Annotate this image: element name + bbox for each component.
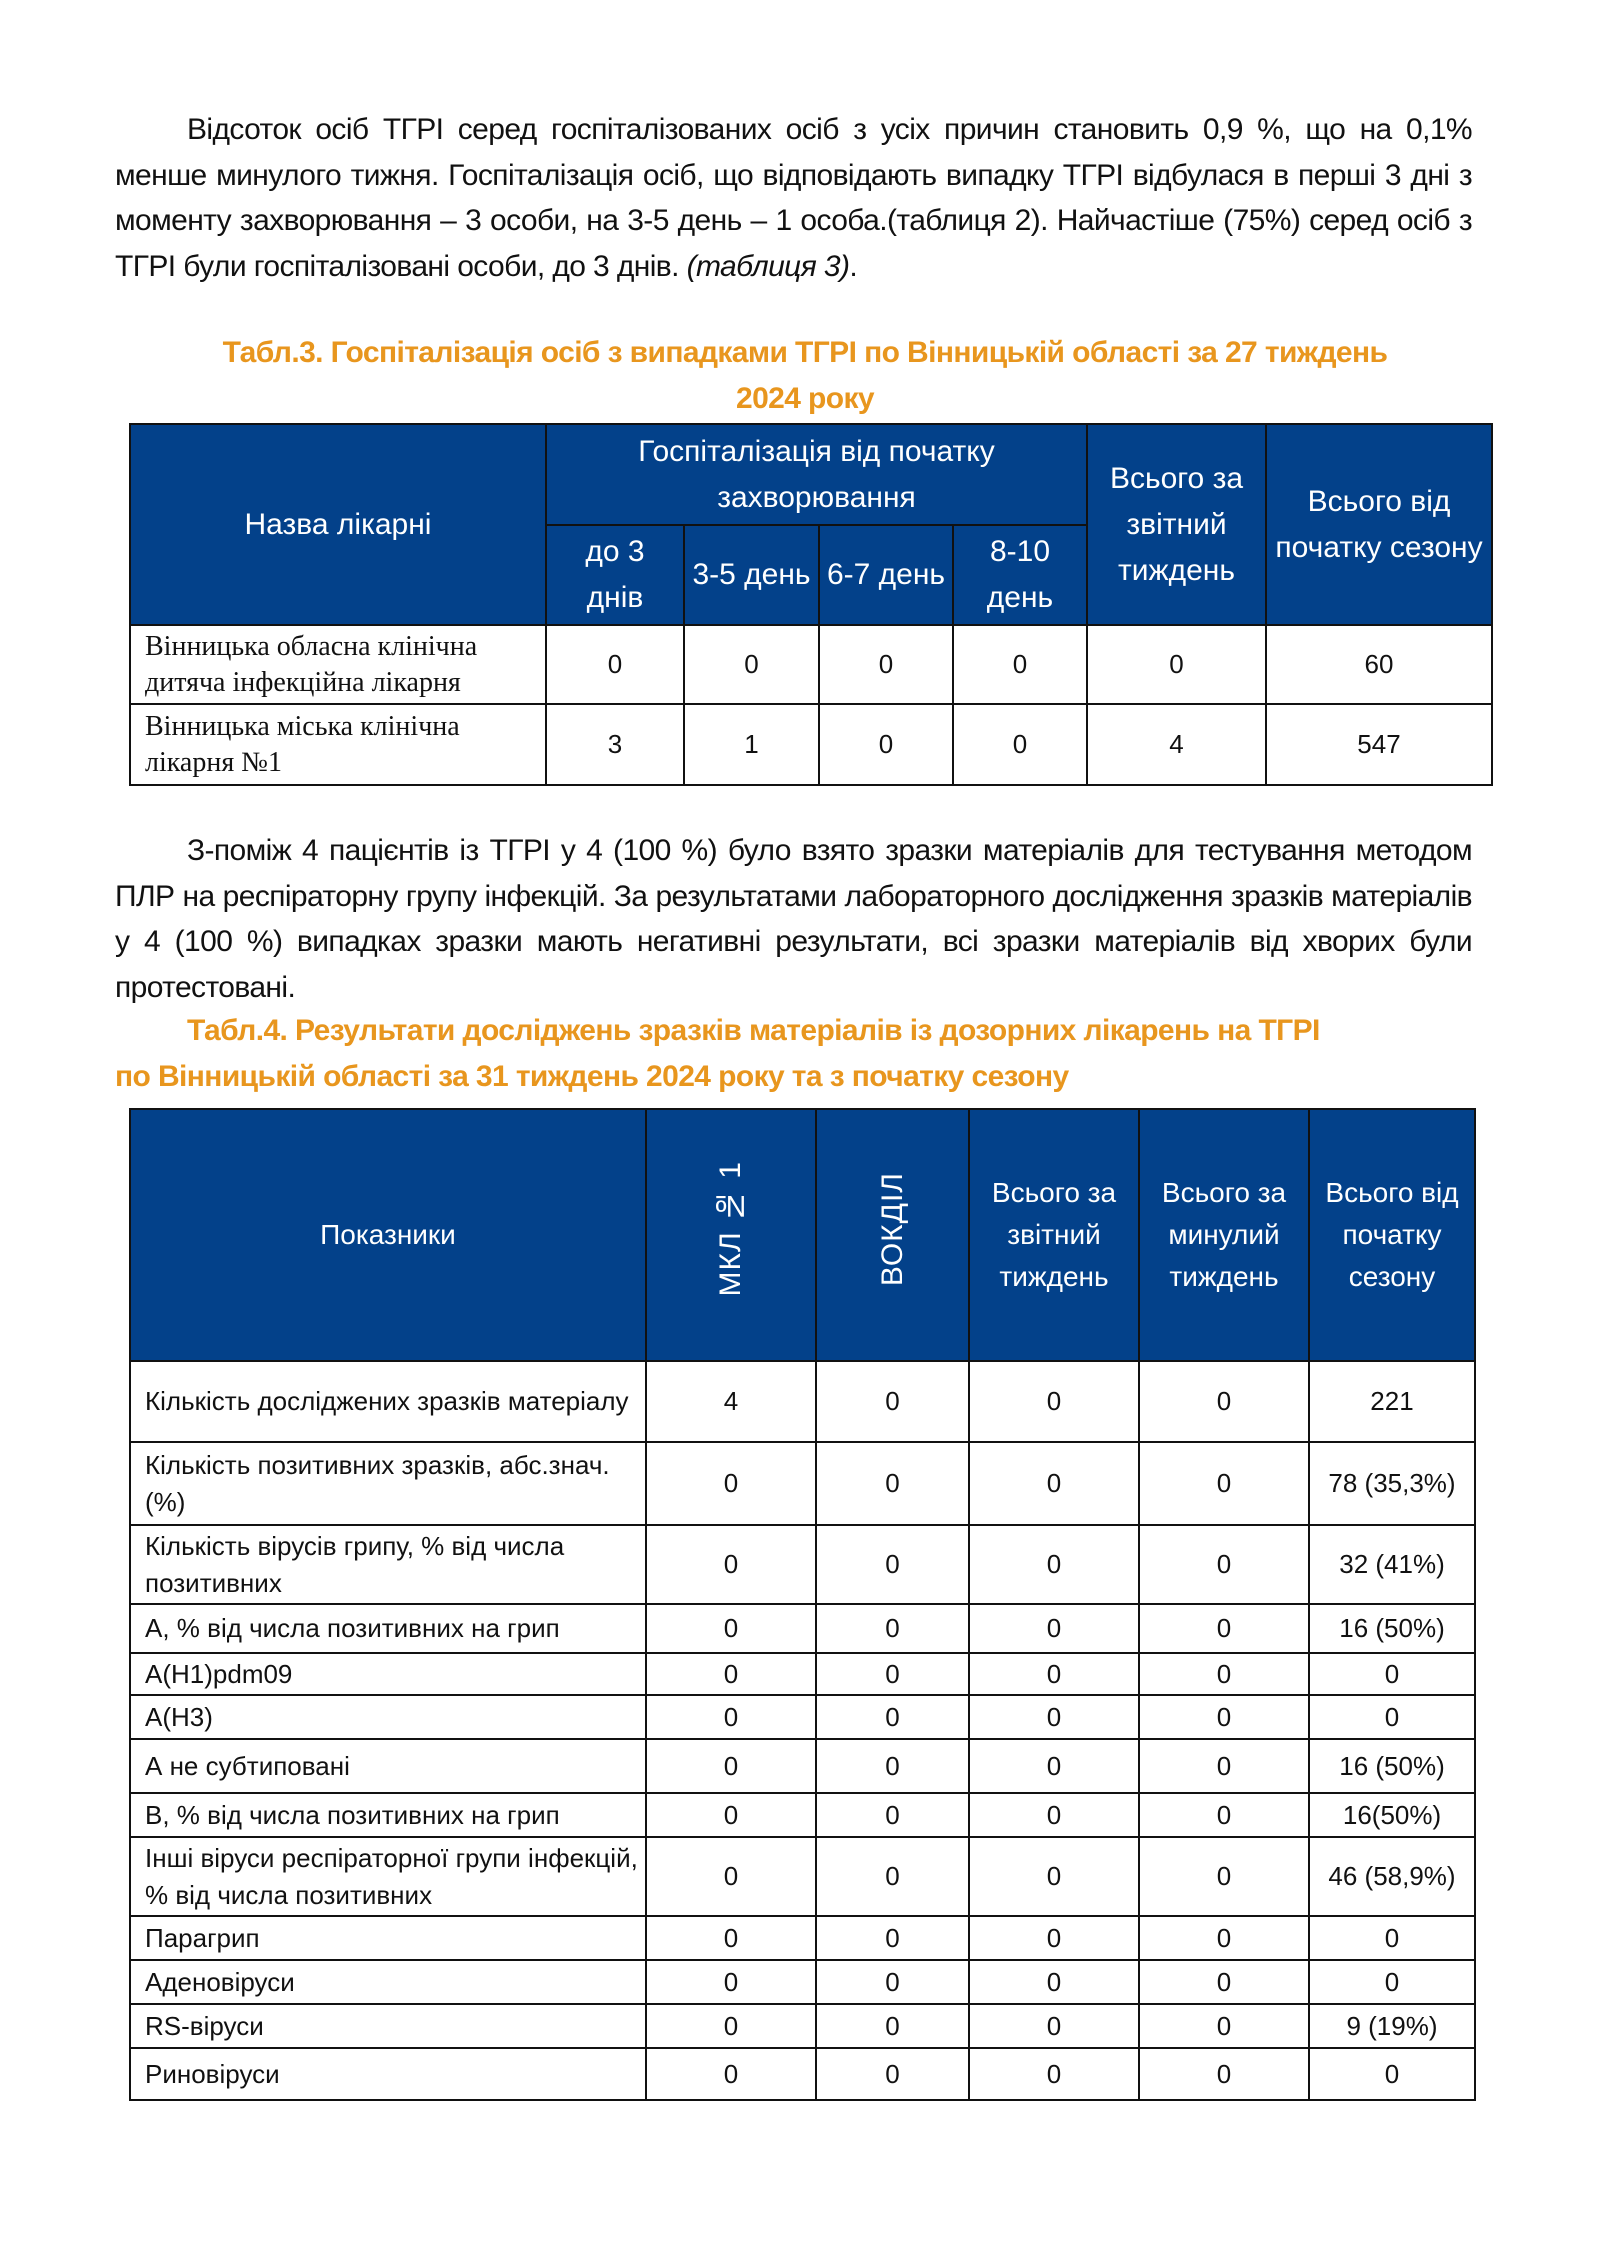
cell-value: 0: [819, 625, 953, 704]
header-hospitalization-from-onset: Госпіталізація від початку захворювання: [546, 424, 1087, 525]
cell-value: 60: [1266, 625, 1492, 704]
cell-value: 0: [969, 1960, 1139, 2004]
header-indicators: Показники: [130, 1109, 646, 1361]
cell-value: 0: [969, 1793, 1139, 1837]
table-row: [130, 1653, 1475, 1695]
cell-value: 0: [646, 1525, 816, 1604]
cell-value: 0: [969, 1604, 1139, 1653]
cell-value: 0: [816, 1361, 969, 1442]
cell-value: 0: [1139, 2048, 1309, 2100]
cell-value: 0: [816, 1916, 969, 1960]
table-reference: (таблиця 3): [686, 249, 850, 283]
cell-value: 0: [1309, 1653, 1475, 1695]
table-row: [130, 2048, 1475, 2100]
table-row: [130, 1695, 1475, 1739]
cell-value: 4: [1087, 704, 1266, 785]
cell-value: 0: [816, 2048, 969, 2100]
hospital-name: Вінницька обласна клінічна дитяча інфекційна лікарня: [130, 625, 546, 704]
cell-value: 0: [1309, 1916, 1475, 1960]
cell-value: 0: [646, 1916, 816, 1960]
header-season-total: Всього від початку сезону: [1309, 1109, 1475, 1361]
cell-value: 32 (41%): [1309, 1525, 1475, 1604]
indicator-name: А, % від числа позитивних на грип: [130, 1604, 646, 1653]
cell-value: 0: [816, 1653, 969, 1695]
cell-value: 0: [1139, 1442, 1309, 1525]
table-row: [130, 1793, 1475, 1837]
table-row: [130, 1442, 1475, 1525]
indicator-name: А(Н3): [130, 1695, 646, 1739]
header-3-5-days: 3-5 день: [684, 525, 819, 625]
cell-value: 0: [1309, 1960, 1475, 2004]
indicator-name: RS-віруси: [130, 2004, 646, 2048]
table-row: [130, 704, 1492, 785]
cell-value: 0: [816, 1793, 969, 1837]
cell-value: 0: [816, 1442, 969, 1525]
indicator-name: А(Н1)pdm09: [130, 1653, 646, 1695]
cell-value: 0: [1087, 625, 1266, 704]
indicator-name: Інші віруси респіраторної групи інфекцій, % від числа позитивних: [130, 1837, 646, 1916]
table-row: [130, 1361, 1475, 1442]
cell-value: 0: [646, 2004, 816, 2048]
header-8-10-days: 8-10 день: [953, 525, 1087, 625]
table4-title-line1: Табл.4. Результати досліджень зразків матеріалів із дозорних лікарень на ТГРІ: [187, 1014, 1320, 1047]
indicator-name: Риновіруси: [130, 2048, 646, 2100]
indicator-name: Аденовіруси: [130, 1960, 646, 2004]
cell-value: 0: [646, 1739, 816, 1793]
cell-value: 0: [1139, 1653, 1309, 1695]
cell-value: 0: [1139, 1361, 1309, 1442]
header-week-total: Всього за звітний тиждень: [969, 1109, 1139, 1361]
cell-value: 0: [1139, 1916, 1309, 1960]
header-mkl-1-label: МКЛ № 1: [714, 1161, 747, 1297]
cell-value: 9 (19%): [1309, 2004, 1475, 2048]
cell-value: 0: [969, 1525, 1139, 1604]
table-row: [130, 2004, 1475, 2048]
cell-value: 0: [546, 625, 684, 704]
cell-value: 0: [1139, 2004, 1309, 2048]
cell-value: 0: [646, 1604, 816, 1653]
cell-value: 0: [816, 1739, 969, 1793]
cell-value: 0: [816, 2004, 969, 2048]
cell-value: 78 (35,3%): [1309, 1442, 1475, 1525]
cell-value: 0: [1139, 1604, 1309, 1653]
cell-value: 547: [1266, 704, 1492, 785]
header-vokdil-label: ВОКДІЛ: [875, 1171, 909, 1287]
cell-value: 0: [684, 625, 819, 704]
table-row: [130, 625, 1492, 704]
cell-value: 0: [1139, 1695, 1309, 1739]
hospitalization-table: [129, 423, 1493, 786]
cell-value: 0: [1139, 1525, 1309, 1604]
paragraph-hospitalization-summary: [115, 107, 1472, 289]
cell-value: 0: [1309, 1695, 1475, 1739]
cell-value: 0: [646, 2048, 816, 2100]
table-row: [130, 1525, 1475, 1604]
header-week-total: Всього за звітний тиждень: [1087, 424, 1266, 625]
cell-value: 0: [969, 1442, 1139, 1525]
cell-value: 0: [953, 704, 1087, 785]
table4-title-line2: по Вінницькій області за 31 тиждень 2024 року та з початку сезону: [115, 1060, 1069, 1093]
paragraph-end: .: [849, 249, 858, 283]
cell-value: 0: [953, 625, 1087, 704]
header-hospital-name: Назва лікарні: [130, 424, 546, 625]
header-mkl-1: [646, 1109, 816, 1361]
cell-value: 0: [816, 1960, 969, 2004]
table3-title-line2: 2024 року: [735, 382, 875, 415]
cell-value: 0: [969, 1653, 1139, 1695]
cell-value: 0: [969, 2004, 1139, 2048]
table-row: [130, 1604, 1475, 1653]
indicator-name: Кількість вірусів грипу, % від числа позитивних: [130, 1525, 646, 1604]
cell-value: 0: [816, 1837, 969, 1916]
cell-value: 0: [969, 1739, 1139, 1793]
cell-value: 0: [646, 1653, 816, 1695]
cell-value: 1: [684, 704, 819, 785]
cell-value: 221: [1309, 1361, 1475, 1442]
header-up-to-3-days: до 3 днів: [546, 525, 684, 625]
cell-value: 0: [969, 2048, 1139, 2100]
cell-value: 0: [1139, 1793, 1309, 1837]
cell-value: 0: [816, 1695, 969, 1739]
cell-value: 3: [546, 704, 684, 785]
cell-value: 0: [646, 1960, 816, 2004]
indicator-name: Кількість досліджених зразків матеріалу: [130, 1361, 646, 1442]
cell-value: 0: [969, 1837, 1139, 1916]
header-6-7-days: 6-7 день: [819, 525, 953, 625]
cell-value: 0: [819, 704, 953, 785]
cell-value: 0: [646, 1837, 816, 1916]
cell-value: 0: [1139, 1960, 1309, 2004]
indicator-name: В, % від числа позитивних на грип: [130, 1793, 646, 1837]
cell-value: 0: [969, 1361, 1139, 1442]
cell-value: 0: [969, 1916, 1139, 1960]
table-row: [130, 1960, 1475, 2004]
table-row: [130, 1837, 1475, 1916]
table4-title: [115, 1008, 1475, 1100]
table3-title-line1: Табл.3. Госпіталізація осіб з випадками ТГРІ по Вінницькій області за 27 тиждень: [222, 336, 1388, 369]
table3-title: [140, 330, 1470, 422]
paragraph-text: Відсоток осіб ТГРІ серед госпіталізованих осіб з усіх причин становить 0,9 %, що на 0,1% менше минулого тижня. Госпіталізація осіб, що відповідають випадку ТГРІ відбулася в перші 3 дні з моменту захворювання – 3 особи, на 3-5 день – 1 особа.(таблиця 2). Найчастіше (75%) серед осіб з ТГРІ були госпіталізовані особи, до 3 днів.: [115, 113, 1472, 283]
cell-value: 0: [646, 1695, 816, 1739]
header-vokdil: [816, 1109, 969, 1361]
cell-value: 16 (50%): [1309, 1739, 1475, 1793]
cell-value: 4: [646, 1361, 816, 1442]
lab-results-table: [129, 1108, 1476, 2101]
paragraph-text: З-поміж 4 пацієнтів із ТГРІ у 4 (100 %) було взято зразки матеріалів для тестування методом ПЛР на респіраторну групу інфекцій. За результатами лабораторного дослідження зразків матеріалів у 4 (100 %) випадках зразки мають негативні результати, всі зразки матеріалів від хворих були протестовані.: [115, 834, 1472, 1004]
cell-value: 16 (50%): [1309, 1604, 1475, 1653]
header-season-total: Всього від початку сезону: [1266, 424, 1492, 625]
cell-value: 0: [1139, 1837, 1309, 1916]
hospital-name: Вінницька міська клінічна лікарня №1: [130, 704, 546, 785]
cell-value: 0: [646, 1793, 816, 1837]
cell-value: 0: [1139, 1739, 1309, 1793]
table-row: [130, 1739, 1475, 1793]
indicator-name: Парагрип: [130, 1916, 646, 1960]
paragraph-lab-results: [115, 828, 1472, 1010]
cell-value: 0: [816, 1525, 969, 1604]
table-row: [130, 1916, 1475, 1960]
cell-value: 0: [1309, 2048, 1475, 2100]
cell-value: 16(50%): [1309, 1793, 1475, 1837]
indicator-name: Кількість позитивних зразків, абс.знач. (%): [130, 1442, 646, 1525]
cell-value: 0: [816, 1604, 969, 1653]
indicator-name: А не субтиповані: [130, 1739, 646, 1793]
cell-value: 46 (58,9%): [1309, 1837, 1475, 1916]
header-last-week-total: Всього за минулий тиждень: [1139, 1109, 1309, 1361]
cell-value: 0: [646, 1442, 816, 1525]
cell-value: 0: [969, 1695, 1139, 1739]
